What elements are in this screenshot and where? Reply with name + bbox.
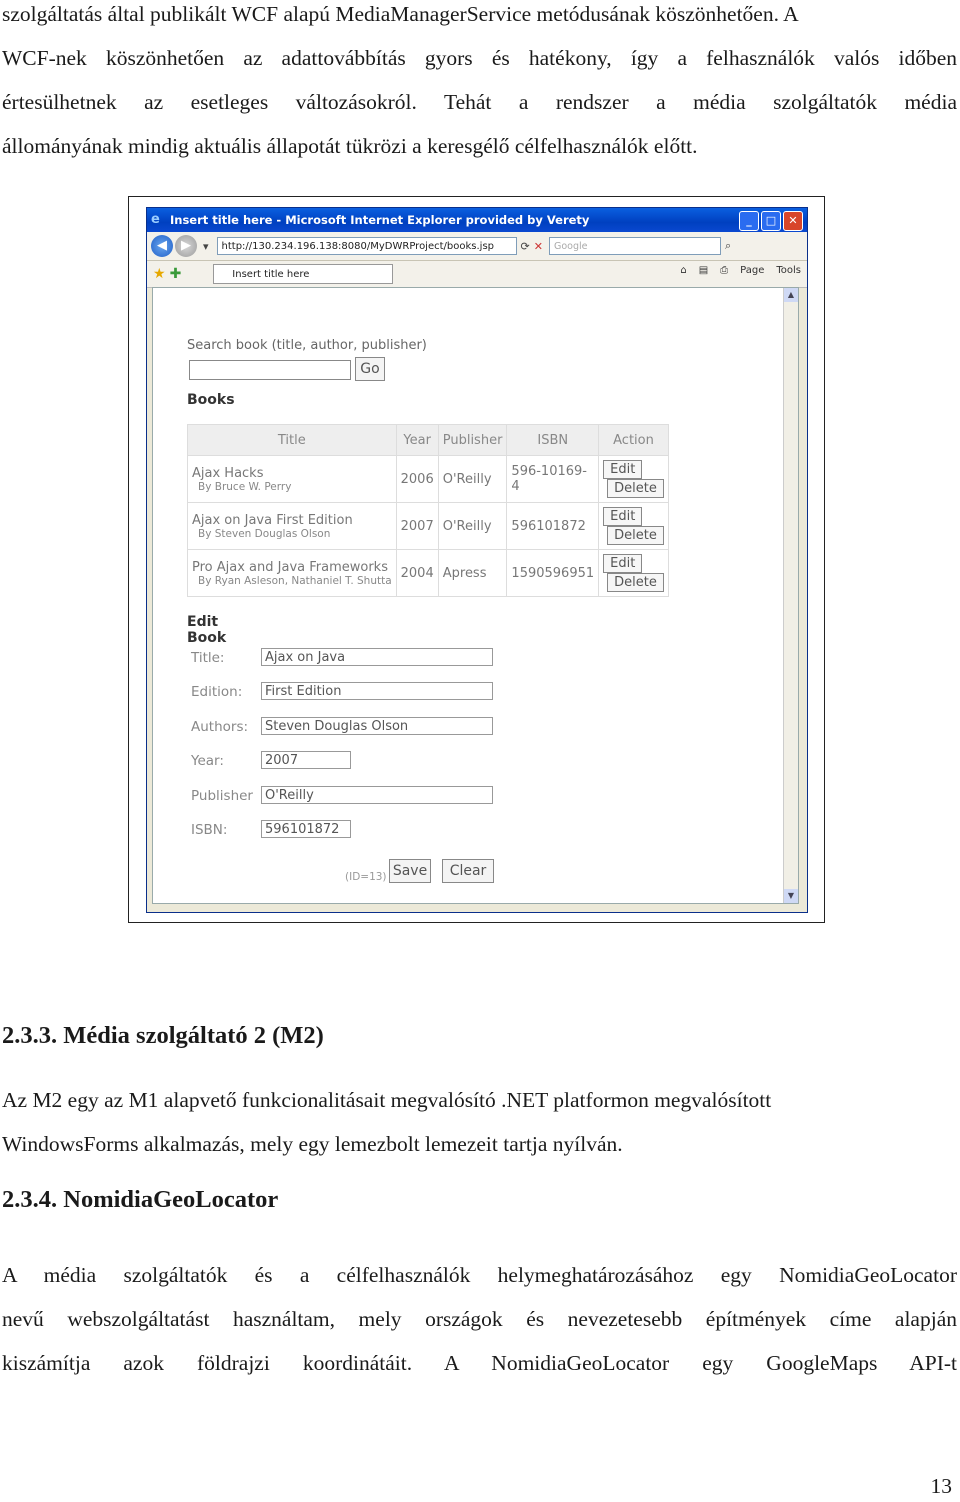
table-row <box>188 456 669 503</box>
delete-button[interactable]: Delete <box>607 526 664 545</box>
column-header: Action <box>599 425 669 456</box>
tools-menu[interactable]: Tools <box>776 265 801 276</box>
edit-button[interactable]: Edit <box>603 554 642 573</box>
isbn-label: ISBN: <box>191 822 228 838</box>
book-year: 2004 <box>396 550 438 597</box>
delete-button[interactable]: Delete <box>607 573 664 592</box>
text-line: WCF-nek köszönhetően az adattovábbítás gyors és hatékony, így a felhasználók valós időben <box>2 46 957 70</box>
maximize-icon[interactable]: □ <box>761 211 781 231</box>
book-publisher: O'Reilly <box>438 503 507 550</box>
edit-button[interactable]: Edit <box>603 460 642 479</box>
close-icon[interactable]: ✕ <box>783 211 803 231</box>
vertical-scrollbar[interactable] <box>783 288 798 903</box>
text-line: kiszámítja azok földrajzi koordinátáit. A NomidiaGeoLocator egy GoogleMaps API-t <box>2 1351 957 1375</box>
publisher-label: Publisher <box>191 788 253 804</box>
search-input[interactable] <box>189 360 351 380</box>
text-line: WindowsForms alkalmazás, mely egy lemezbolt lemezeit tartja nyílván. <box>2 1132 623 1156</box>
top-paragraph <box>2 0 957 168</box>
forward-arrow-icon[interactable]: ▶ <box>175 235 197 257</box>
edit-button[interactable]: Edit <box>603 507 642 526</box>
text-line: Az M2 egy az M1 alapvető funkcionalitásait megvalósító .NET platformon megvalósított <box>2 1088 772 1112</box>
book-isbn: 596-10169-4 <box>507 456 599 503</box>
refresh-icon[interactable]: ⟳ <box>520 239 530 253</box>
feeds-icon[interactable]: ▤ <box>698 265 709 276</box>
favorites-star-icon[interactable]: ★ <box>153 266 166 282</box>
book-year: 2006 <box>396 456 438 503</box>
book-title: Ajax on Java First Edition <box>192 512 353 528</box>
section-number: 2.3.4. <box>2 1186 58 1213</box>
title-bar <box>147 208 807 232</box>
book-publisher: O'Reilly <box>438 456 507 503</box>
section-234-paragraph <box>2 1253 957 1385</box>
year-label: Year: <box>191 753 224 769</box>
stop-icon[interactable]: ✕ <box>533 239 543 253</box>
tab-current[interactable]: Insert title here <box>213 264 393 284</box>
window-title: Insert title here - Microsoft Internet Explorer provided by Verety <box>170 213 590 227</box>
clear-button[interactable]: Clear <box>442 859 494 883</box>
book-title: Pro Ajax and Java Frameworks <box>192 559 388 575</box>
text-line: állományának mindig aktuális állapotát tükrözi a keresgélő célfelhasználók előtt. <box>2 134 698 158</box>
scroll-down-icon[interactable]: ▼ <box>784 889 798 903</box>
go-button[interactable]: Go <box>355 357 385 381</box>
book-year: 2007 <box>396 503 438 550</box>
address-field[interactable]: http://130.234.196.138:8080/MyDWRProject/books.jsp <box>217 237 517 255</box>
book-author: By Steven Douglas Olson <box>198 527 331 540</box>
text-line: értesülhetnek az esetleges változásokról. Tehát a rendszer a média szolgáltatók média <box>2 90 957 114</box>
publisher-field[interactable]: O'Reilly <box>261 786 493 804</box>
column-header: Year <box>396 425 438 456</box>
scroll-up-icon[interactable]: ▲ <box>784 288 798 302</box>
chevron-down-icon[interactable]: ▾ <box>203 239 209 253</box>
section-heading <box>2 1022 324 1050</box>
book-isbn: 1590596951 <box>507 550 599 597</box>
book-author: By Ryan Asleson, Nathaniel T. Shutta <box>198 574 392 587</box>
book-author: By Bruce W. Perry <box>198 480 292 493</box>
column-header: Title <box>188 425 397 456</box>
text-line: szolgáltatás által publikált WCF alapú MediaManagerService metódusának köszönhetően. A <box>2 2 799 26</box>
book-title: Ajax Hacks <box>192 465 264 481</box>
edition-field[interactable]: First Edition <box>261 682 493 700</box>
home-icon[interactable]: ⌂ <box>680 265 687 276</box>
ie-logo-icon: e <box>151 212 160 227</box>
column-header: ISBN <box>507 425 599 456</box>
authors-label: Authors: <box>191 719 249 735</box>
back-arrow-icon[interactable]: ◀ <box>151 235 173 257</box>
save-button[interactable]: Save <box>389 859 431 883</box>
section-number: 2.3.3. <box>2 1022 58 1049</box>
section-233-paragraph <box>2 1078 957 1166</box>
column-header: Publisher <box>438 425 507 456</box>
text-line: A média szolgáltatók és a célfelhasználók helymeghatározásához egy NomidiaGeoLocator <box>2 1263 957 1287</box>
book-publisher: Apress <box>438 550 507 597</box>
table-row <box>188 550 669 597</box>
search-box[interactable]: Google <box>549 237 721 255</box>
year-field[interactable]: 2007 <box>261 751 351 769</box>
search-icon[interactable]: ⌕ <box>724 239 732 252</box>
page-number: 13 <box>930 1474 952 1498</box>
search-label: Search book (title, author, publisher) <box>187 338 427 353</box>
browser-screenshot-figure <box>128 196 825 923</box>
edition-label: Edition: <box>191 684 243 700</box>
authors-field[interactable]: Steven Douglas Olson <box>261 717 493 735</box>
tab-bar <box>147 261 807 288</box>
section-heading <box>2 1186 278 1214</box>
edit-book-heading: Edit Book <box>187 614 227 646</box>
add-favorite-icon[interactable]: ✚ <box>169 266 182 282</box>
isbn-field[interactable]: 596101872 <box>261 820 351 838</box>
ie-window <box>146 207 808 913</box>
title-field[interactable]: Ajax on Java <box>261 648 493 666</box>
title-label: Title: <box>191 650 225 666</box>
books-heading: Books <box>187 392 235 408</box>
table-row <box>188 503 669 550</box>
delete-button[interactable]: Delete <box>607 479 664 498</box>
page-content <box>152 287 799 904</box>
minimize-icon[interactable]: _ <box>739 211 759 231</box>
print-icon[interactable]: ⎙ <box>720 265 729 276</box>
text-line: nevű webszolgáltatást használtam, mely országok és nevezetesebb építmények címe alapján <box>2 1307 957 1331</box>
page-menu[interactable]: Page <box>740 265 765 276</box>
book-isbn: 596101872 <box>507 503 599 550</box>
address-bar-row <box>147 232 807 261</box>
section-title: Média szolgáltató 2 (M2) <box>63 1022 324 1049</box>
record-id: (ID=13) <box>345 871 387 883</box>
section-title: NomidiaGeoLocator <box>63 1186 279 1213</box>
books-table <box>187 424 669 597</box>
